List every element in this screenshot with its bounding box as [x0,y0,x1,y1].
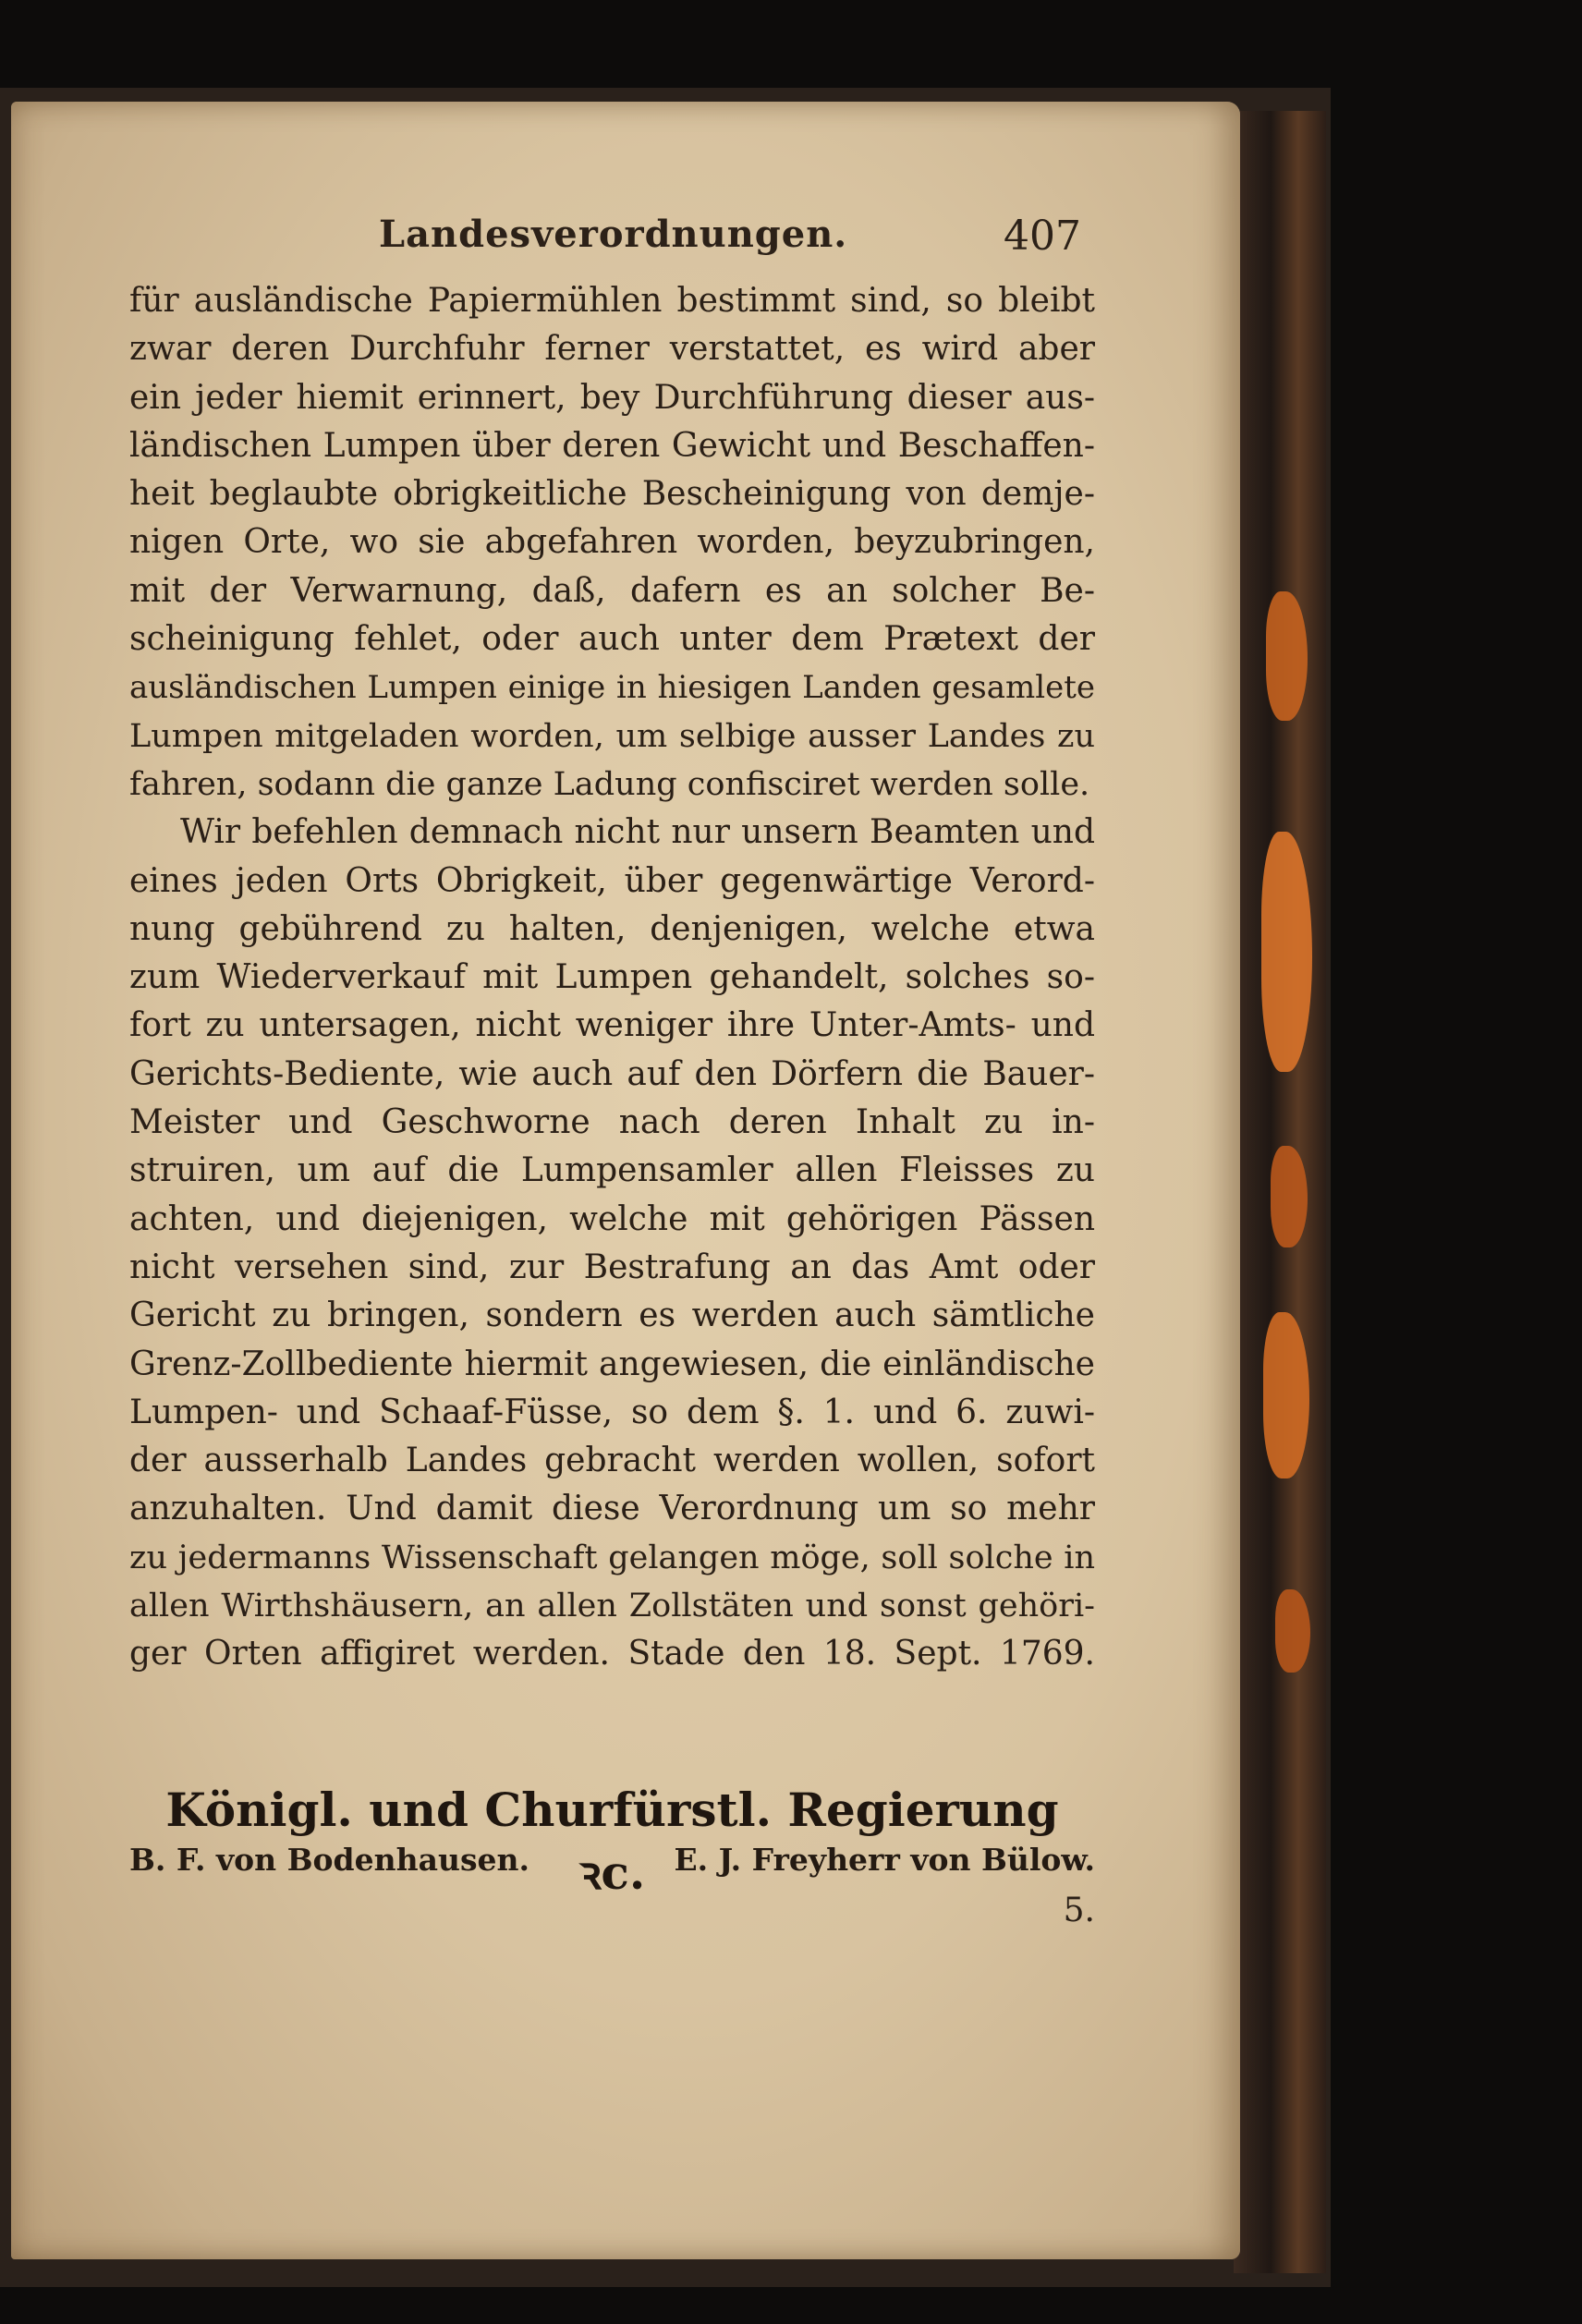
text-line: fort zu untersagen, nicht weniger ihre Unter-Amts- und [129,1006,1095,1045]
page-header [379,213,1081,277]
marbled-edge-spot [1266,591,1308,721]
marbled-edge-spot [1261,832,1312,1072]
page-body-text [129,277,1095,1679]
text-line: ausländischen Lumpen einige in hiesigen Landen gesamlete [129,669,1095,707]
text-line: für ausländische Papiermühlen bestimmt sind, so bleibt [129,282,1095,320]
text-line: ger Orten affigiret werden. Stade den 18. Sept. 1769. [129,1635,1095,1673]
signers-row [129,1842,1095,1892]
text-line: fahren, sodann die ganze Ladung confisciret werden solle. [129,765,1090,803]
text-line: allen Wirthshäusern, an allen Zollstäten und sonst gehöri- [129,1588,1095,1625]
text-line: scheinigung fehlet, oder auch unter dem Prætext der [129,620,1095,659]
text-line: zum Wiederverkauf mit Lumpen gehandelt, solches so- [129,958,1095,997]
text-line: struiren, um auf die Lumpensamler allen Fleisses zu [129,1151,1095,1190]
text-line: Gericht zu bringen, sondern es werden auch sämtliche [129,1296,1095,1335]
text-line: Lumpen mitgeladen worden, um selbige ausser Landes zu [129,717,1095,755]
running-head: Landesverordnungen. [379,213,848,256]
text-line: Gerichts-Bediente, wie auch auf den Dörfern die Bauer- [129,1054,1095,1093]
text-line: ein jeder hiemit erinnert, bey Durchführung dieser aus- [129,378,1095,417]
signer-right: E. J. Freyherr von Bülow. [674,1842,1095,1878]
text-line: Wir befehlen demnach nicht nur unsern Beamten und [180,813,1095,852]
text-line: Lumpen- und Schaaf-Füsse, so dem §. 1. und 6. zuwi- [129,1393,1095,1431]
book-edge [1234,111,1326,2273]
text-line: heit beglaubte obrigkeitliche Bescheinigung von demje- [129,475,1095,514]
catchword: 5. [1063,1892,1095,1929]
text-line: zu jedermanns Wissenschaft gelangen möge, soll solche in [129,1539,1095,1576]
text-line: nung gebührend zu halten, denjenigen, welche etwa [129,909,1095,948]
issuing-authority: Königl. und Churfürstl. Regierung ꝛc. [165,1783,1059,1900]
text-line: Meister und Geschworne nach deren Inhalt zu in- [129,1103,1095,1142]
signer-left: B. F. von Bodenhausen. [129,1842,530,1878]
text-line: anzuhalten. Und damit diese Verordnung um so mehr [129,1490,1095,1528]
marbled-edge-spot [1275,1589,1310,1673]
text-line: achten, und diejenigen, welche mit gehörigen Pässen [129,1199,1095,1238]
marbled-edge-spot [1271,1146,1308,1247]
text-line: der ausserhalb Landes gebracht werden wollen, sofort [129,1442,1095,1480]
text-line: nicht versehen sind, zur Bestrafung an das Amt oder [129,1247,1095,1286]
page-number: 407 [1004,213,1081,260]
text-line: Grenz-Zollbediente hiermit angewiesen, die einländische [129,1345,1095,1383]
text-line: zwar deren Durchfuhr ferner verstattet, es wird aber [129,330,1095,369]
text-line: ländischen Lumpen über deren Gewicht und Beschaffen- [129,426,1095,465]
marbled-edge-spot [1263,1312,1309,1478]
text-line: eines jeden Orts Obrigkeit, über gegenwärtige Verord- [129,861,1095,900]
signature-block [129,1779,1095,1929]
text-line: nigen Orte, wo sie abgefahren worden, beyzubringen, [129,523,1095,562]
text-line: mit der Verwarnung, daß, dafern es an solcher Be- [129,571,1095,610]
